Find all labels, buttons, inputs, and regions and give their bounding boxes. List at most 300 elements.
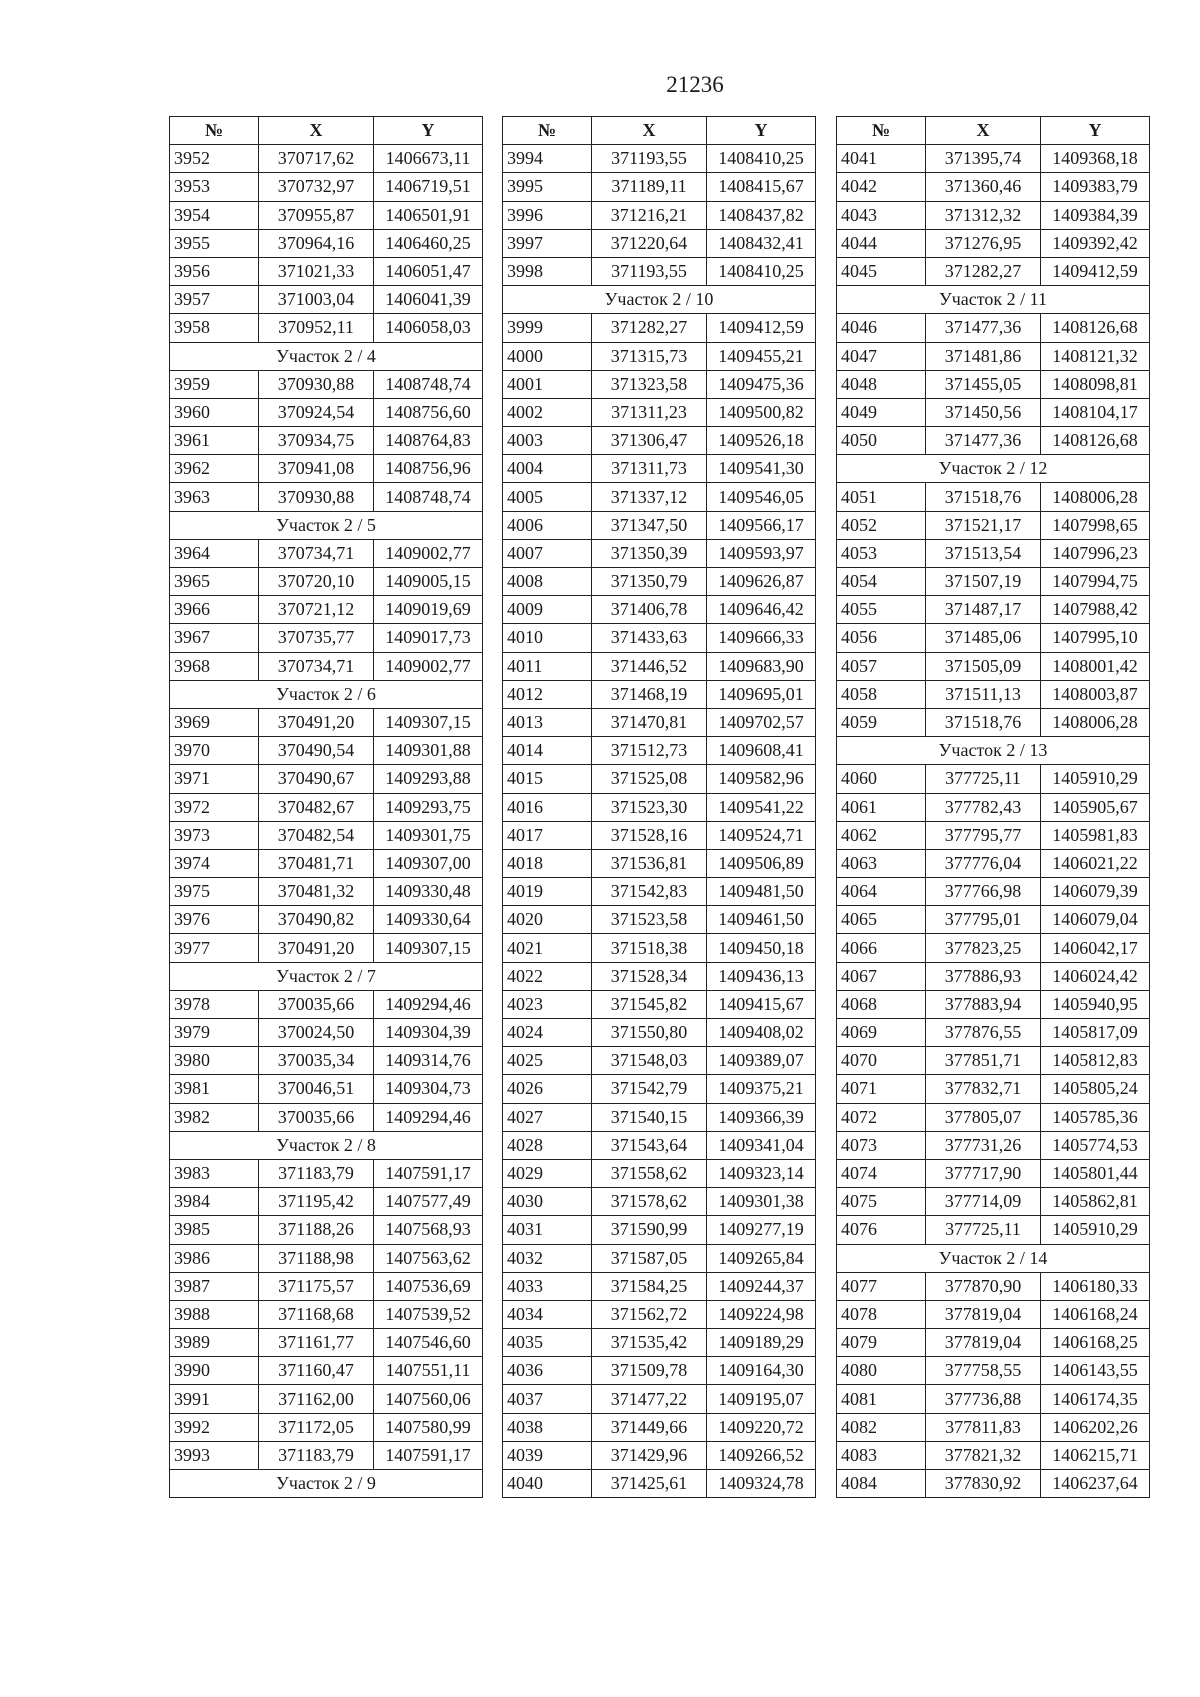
coord-x: 371433,63: [592, 624, 707, 652]
header-number: №: [503, 117, 592, 145]
point-number: 4053: [837, 539, 926, 567]
table-row: [170, 821, 483, 849]
coord-x: 371220,64: [592, 229, 707, 257]
coord-y: 1407536,69: [374, 1272, 483, 1300]
section-row: [170, 1131, 483, 1159]
coord-y: 1405940,95: [1041, 990, 1150, 1018]
coord-y: 1406079,04: [1041, 906, 1150, 934]
table-row: [503, 652, 816, 680]
coord-x: 370481,71: [259, 849, 374, 877]
coord-y: 1407568,93: [374, 1216, 483, 1244]
table-row: [503, 173, 816, 201]
point-number: 4009: [503, 596, 592, 624]
coord-x: 371347,50: [592, 511, 707, 539]
point-number: 4028: [503, 1131, 592, 1159]
coord-x: 371162,00: [259, 1385, 374, 1413]
coord-x: 371216,21: [592, 201, 707, 229]
point-number: 4060: [837, 765, 926, 793]
section-label: Участок 2 / 13: [837, 737, 1150, 765]
table-row: [837, 1329, 1150, 1357]
coord-x: 371003,04: [259, 286, 374, 314]
coord-y: 1406673,11: [374, 145, 483, 173]
point-number: 3987: [170, 1272, 259, 1300]
coord-y: 1409384,39: [1041, 201, 1150, 229]
coord-y: 1409412,59: [707, 314, 816, 342]
coord-x: 371477,36: [926, 314, 1041, 342]
coord-x: 371545,82: [592, 990, 707, 1018]
point-number: 4029: [503, 1159, 592, 1187]
coord-x: 371523,30: [592, 793, 707, 821]
table-row: [503, 1300, 816, 1328]
coord-y: 1409293,75: [374, 793, 483, 821]
table-row: [503, 1272, 816, 1300]
coord-x: 371536,81: [592, 849, 707, 877]
coord-x: 371535,42: [592, 1329, 707, 1357]
point-number: 4075: [837, 1188, 926, 1216]
coord-x: 371161,77: [259, 1329, 374, 1357]
point-number: 4033: [503, 1272, 592, 1300]
coord-y: 1407560,06: [374, 1385, 483, 1413]
point-number: 4023: [503, 990, 592, 1018]
table-row: [170, 624, 483, 652]
coord-x: 371590,99: [592, 1216, 707, 1244]
coord-x: 371425,61: [592, 1470, 707, 1498]
coord-x: 377832,71: [926, 1075, 1041, 1103]
point-number: 4079: [837, 1329, 926, 1357]
coord-x: 371477,22: [592, 1385, 707, 1413]
coord-x: 371189,11: [592, 173, 707, 201]
coord-x: 377725,11: [926, 765, 1041, 793]
coord-y: 1408098,81: [1041, 370, 1150, 398]
coord-x: 370934,75: [259, 427, 374, 455]
coord-x: 377830,92: [926, 1470, 1041, 1498]
point-number: 3953: [170, 173, 259, 201]
table-row: [503, 878, 816, 906]
coord-x: 371505,09: [926, 652, 1041, 680]
coord-y: 1409164,30: [707, 1357, 816, 1385]
point-number: 4078: [837, 1300, 926, 1328]
coord-y: 1405801,44: [1041, 1159, 1150, 1187]
point-number: 3954: [170, 201, 259, 229]
coord-x: 371512,73: [592, 737, 707, 765]
coord-y: 1409304,39: [374, 1019, 483, 1047]
table-row: [837, 596, 1150, 624]
point-number: 4042: [837, 173, 926, 201]
point-number: 4069: [837, 1019, 926, 1047]
table-row: [170, 596, 483, 624]
point-number: 3990: [170, 1357, 259, 1385]
coord-y: 1405774,53: [1041, 1131, 1150, 1159]
point-number: 3968: [170, 652, 259, 680]
point-number: 3992: [170, 1413, 259, 1441]
coord-x: 377819,04: [926, 1300, 1041, 1328]
coord-y: 1409481,50: [707, 878, 816, 906]
coord-y: 1409294,46: [374, 1103, 483, 1131]
coord-y: 1408410,25: [707, 145, 816, 173]
section-label: Участок 2 / 8: [170, 1131, 483, 1159]
coord-y: 1406501,91: [374, 201, 483, 229]
coord-x: 371550,80: [592, 1019, 707, 1047]
point-number: 4038: [503, 1413, 592, 1441]
table-body: [503, 145, 816, 1498]
point-number: 4066: [837, 934, 926, 962]
coord-x: 370732,97: [259, 173, 374, 201]
table-row: [837, 962, 1150, 990]
coord-y: 1406215,71: [1041, 1441, 1150, 1469]
table-row: [170, 708, 483, 736]
point-number: 4048: [837, 370, 926, 398]
coord-y: 1409314,76: [374, 1047, 483, 1075]
coord-x: 371542,83: [592, 878, 707, 906]
coord-y: 1407563,62: [374, 1244, 483, 1272]
table-body: [170, 145, 483, 1498]
coord-y: 1409666,33: [707, 624, 816, 652]
coord-y: 1406168,25: [1041, 1329, 1150, 1357]
coord-y: 1409526,18: [707, 427, 816, 455]
table-row: [837, 1131, 1150, 1159]
point-number: 4080: [837, 1357, 926, 1385]
table-row: [503, 765, 816, 793]
table-body: [837, 145, 1150, 1498]
table-row: [503, 1103, 816, 1131]
point-number: 4020: [503, 906, 592, 934]
coord-x: 371470,81: [592, 708, 707, 736]
point-number: 4014: [503, 737, 592, 765]
coord-x: 370491,20: [259, 708, 374, 736]
table-row: [503, 314, 816, 342]
point-number: 4003: [503, 427, 592, 455]
section-row: [837, 1244, 1150, 1272]
coord-y: 1407591,17: [374, 1159, 483, 1187]
table-row: [837, 1413, 1150, 1441]
table-row: [837, 539, 1150, 567]
coord-x: 377821,32: [926, 1441, 1041, 1469]
point-number: 3970: [170, 737, 259, 765]
table-row: [837, 878, 1150, 906]
coord-x: 371507,19: [926, 568, 1041, 596]
point-number: 3957: [170, 286, 259, 314]
coord-y: 1406202,26: [1041, 1413, 1150, 1441]
point-number: 4012: [503, 680, 592, 708]
coord-y: 1408764,83: [374, 427, 483, 455]
coord-x: 377876,55: [926, 1019, 1041, 1047]
coord-y: 1407591,17: [374, 1441, 483, 1469]
coord-x: 371518,38: [592, 934, 707, 962]
page-number: 21236: [666, 72, 724, 97]
coordinate-table-1: [169, 116, 483, 1498]
table-row: [837, 624, 1150, 652]
table-header-row: [170, 117, 483, 145]
point-number: 4071: [837, 1075, 926, 1103]
point-number: 3982: [170, 1103, 259, 1131]
point-number: 4010: [503, 624, 592, 652]
table-row: [503, 1019, 816, 1047]
point-number: 3952: [170, 145, 259, 173]
coord-x: 370046,51: [259, 1075, 374, 1103]
coord-y: 1405817,09: [1041, 1019, 1150, 1047]
coord-x: 371578,62: [592, 1188, 707, 1216]
table-row: [503, 257, 816, 285]
point-number: 4077: [837, 1272, 926, 1300]
table-row: [503, 962, 816, 990]
coord-y: 1408410,25: [707, 257, 816, 285]
coord-y: 1409608,41: [707, 737, 816, 765]
coord-x: 371587,05: [592, 1244, 707, 1272]
table-row: [170, 286, 483, 314]
coord-x: 371282,27: [592, 314, 707, 342]
coord-x: 371350,39: [592, 539, 707, 567]
coord-y: 1408437,82: [707, 201, 816, 229]
coord-y: 1405805,24: [1041, 1075, 1150, 1103]
table-row: [837, 427, 1150, 455]
table-row: [170, 1300, 483, 1328]
coord-x: 371468,19: [592, 680, 707, 708]
table-row: [837, 201, 1150, 229]
coord-y: 1409330,48: [374, 878, 483, 906]
point-number: 4019: [503, 878, 592, 906]
coord-y: 1406174,35: [1041, 1385, 1150, 1413]
coord-x: 377823,25: [926, 934, 1041, 962]
point-number: 4006: [503, 511, 592, 539]
coord-x: 370491,20: [259, 934, 374, 962]
coord-x: 371509,78: [592, 1357, 707, 1385]
point-number: 3988: [170, 1300, 259, 1328]
coord-y: 1408748,74: [374, 483, 483, 511]
coord-y: 1408006,28: [1041, 708, 1150, 736]
coord-x: 370490,82: [259, 906, 374, 934]
point-number: 3961: [170, 427, 259, 455]
table-row: [170, 568, 483, 596]
point-number: 4021: [503, 934, 592, 962]
point-number: 4058: [837, 680, 926, 708]
coord-x: 370717,62: [259, 145, 374, 173]
coord-x: 371168,68: [259, 1300, 374, 1328]
coord-x: 370952,11: [259, 314, 374, 342]
coord-x: 370720,10: [259, 568, 374, 596]
point-number: 3965: [170, 568, 259, 596]
header-y: Y: [707, 117, 816, 145]
table-row: [170, 398, 483, 426]
point-number: 4084: [837, 1470, 926, 1498]
table-row: [170, 173, 483, 201]
coord-x: 370721,12: [259, 596, 374, 624]
coord-y: 1406143,55: [1041, 1357, 1150, 1385]
table-row: [503, 427, 816, 455]
coord-x: 371175,57: [259, 1272, 374, 1300]
coord-x: 370734,71: [259, 652, 374, 680]
point-number: 3962: [170, 455, 259, 483]
point-number: 4065: [837, 906, 926, 934]
table-row: [170, 934, 483, 962]
point-number: 3969: [170, 708, 259, 736]
point-number: 3966: [170, 596, 259, 624]
point-number: 3984: [170, 1188, 259, 1216]
table-row: [170, 314, 483, 342]
table-row: [170, 1075, 483, 1103]
table-row: [837, 1385, 1150, 1413]
table-row: [503, 201, 816, 229]
table-row: [503, 990, 816, 1018]
point-number: 4073: [837, 1131, 926, 1159]
coord-x: 371306,47: [592, 427, 707, 455]
coord-y: 1406180,33: [1041, 1272, 1150, 1300]
point-number: 4039: [503, 1441, 592, 1469]
coord-x: 371485,06: [926, 624, 1041, 652]
coord-y: 1409301,38: [707, 1188, 816, 1216]
coord-x: 371406,78: [592, 596, 707, 624]
table-row: [170, 765, 483, 793]
table-row: [170, 878, 483, 906]
point-number: 4044: [837, 229, 926, 257]
section-row: [837, 455, 1150, 483]
point-number: 3974: [170, 849, 259, 877]
coord-x: 371193,55: [592, 257, 707, 285]
coord-x: 371525,08: [592, 765, 707, 793]
point-number: 4083: [837, 1441, 926, 1469]
coord-y: 1407577,49: [374, 1188, 483, 1216]
coord-x: 371518,76: [926, 708, 1041, 736]
coord-y: 1405862,81: [1041, 1188, 1150, 1216]
coord-y: 1409695,01: [707, 680, 816, 708]
table-row: [837, 314, 1150, 342]
table-row: [170, 652, 483, 680]
point-number: 3959: [170, 370, 259, 398]
coord-y: 1408756,60: [374, 398, 483, 426]
coord-x: 371276,95: [926, 229, 1041, 257]
coord-y: 1408121,32: [1041, 342, 1150, 370]
point-number: 3963: [170, 483, 259, 511]
table-row: [503, 596, 816, 624]
coord-x: 371311,23: [592, 398, 707, 426]
point-number: 4011: [503, 652, 592, 680]
point-number: 3991: [170, 1385, 259, 1413]
section-label: Участок 2 / 14: [837, 1244, 1150, 1272]
table-row: [503, 624, 816, 652]
coord-y: 1409412,59: [1041, 257, 1150, 285]
point-number: 3998: [503, 257, 592, 285]
coord-y: 1405910,29: [1041, 765, 1150, 793]
point-number: 4013: [503, 708, 592, 736]
coord-x: 371540,15: [592, 1103, 707, 1131]
coord-y: 1407539,52: [374, 1300, 483, 1328]
coord-x: 377851,71: [926, 1047, 1041, 1075]
coord-x: 370735,77: [259, 624, 374, 652]
coord-y: 1409702,57: [707, 708, 816, 736]
point-number: 4046: [837, 314, 926, 342]
section-row: [837, 286, 1150, 314]
point-number: 3995: [503, 173, 592, 201]
coord-y: 1406460,25: [374, 229, 483, 257]
point-number: 4047: [837, 342, 926, 370]
table-row: [503, 737, 816, 765]
coord-x: 370482,54: [259, 821, 374, 849]
coord-x: 377805,07: [926, 1103, 1041, 1131]
coord-y: 1409450,18: [707, 934, 816, 962]
table-row: [837, 906, 1150, 934]
header-y: Y: [374, 117, 483, 145]
header-x: X: [926, 117, 1041, 145]
coord-x: 371311,73: [592, 455, 707, 483]
table-row: [503, 1329, 816, 1357]
coord-x: 370490,67: [259, 765, 374, 793]
table-row: [837, 370, 1150, 398]
table-row: [503, 539, 816, 567]
table-row: [170, 990, 483, 1018]
coord-x: 371312,32: [926, 201, 1041, 229]
coord-x: 371183,79: [259, 1441, 374, 1469]
coord-x: 371548,03: [592, 1047, 707, 1075]
coord-x: 370955,87: [259, 201, 374, 229]
point-number: 4034: [503, 1300, 592, 1328]
table-row: [503, 821, 816, 849]
coord-y: 1405812,83: [1041, 1047, 1150, 1075]
point-number: 4074: [837, 1159, 926, 1187]
point-number: 4070: [837, 1047, 926, 1075]
coord-x: 377758,55: [926, 1357, 1041, 1385]
coord-y: 1405981,83: [1041, 821, 1150, 849]
table-row: [837, 483, 1150, 511]
coord-y: 1409294,46: [374, 990, 483, 1018]
table-row: [503, 1357, 816, 1385]
coord-y: 1409506,89: [707, 849, 816, 877]
table-row: [503, 1131, 816, 1159]
table-row: [837, 680, 1150, 708]
coord-y: 1409541,30: [707, 455, 816, 483]
point-number: 4026: [503, 1075, 592, 1103]
table-row: [170, 427, 483, 455]
point-number: 4002: [503, 398, 592, 426]
table-row: [837, 257, 1150, 285]
coord-y: 1406051,47: [374, 257, 483, 285]
point-number: 4035: [503, 1329, 592, 1357]
coord-y: 1406042,17: [1041, 934, 1150, 962]
coord-x: 377736,88: [926, 1385, 1041, 1413]
table-row: [503, 849, 816, 877]
coord-y: 1406024,42: [1041, 962, 1150, 990]
table-row: [503, 370, 816, 398]
point-number: 4024: [503, 1019, 592, 1047]
coord-y: 1408003,87: [1041, 680, 1150, 708]
coord-x: 371528,16: [592, 821, 707, 849]
coord-y: 1409375,21: [707, 1075, 816, 1103]
table-row: [170, 1357, 483, 1385]
table-row: [837, 173, 1150, 201]
table-row: [503, 1470, 816, 1498]
coord-x: 371481,86: [926, 342, 1041, 370]
section-row: [170, 342, 483, 370]
coord-x: 371450,56: [926, 398, 1041, 426]
coord-y: 1409330,64: [374, 906, 483, 934]
header-x: X: [259, 117, 374, 145]
point-number: 4040: [503, 1470, 592, 1498]
coord-y: 1409189,29: [707, 1329, 816, 1357]
point-number: 4022: [503, 962, 592, 990]
point-number: 4018: [503, 849, 592, 877]
table-row: [170, 1272, 483, 1300]
coord-y: 1409593,97: [707, 539, 816, 567]
header-number: №: [837, 117, 926, 145]
table-row: [170, 539, 483, 567]
point-number: 4061: [837, 793, 926, 821]
table-row: [837, 145, 1150, 173]
coord-x: 370930,88: [259, 483, 374, 511]
table-row: [837, 1019, 1150, 1047]
coord-x: 371172,05: [259, 1413, 374, 1441]
coord-y: 1409005,15: [374, 568, 483, 596]
coord-x: 371429,96: [592, 1441, 707, 1469]
point-number: 3960: [170, 398, 259, 426]
coord-y: 1406058,03: [374, 314, 483, 342]
